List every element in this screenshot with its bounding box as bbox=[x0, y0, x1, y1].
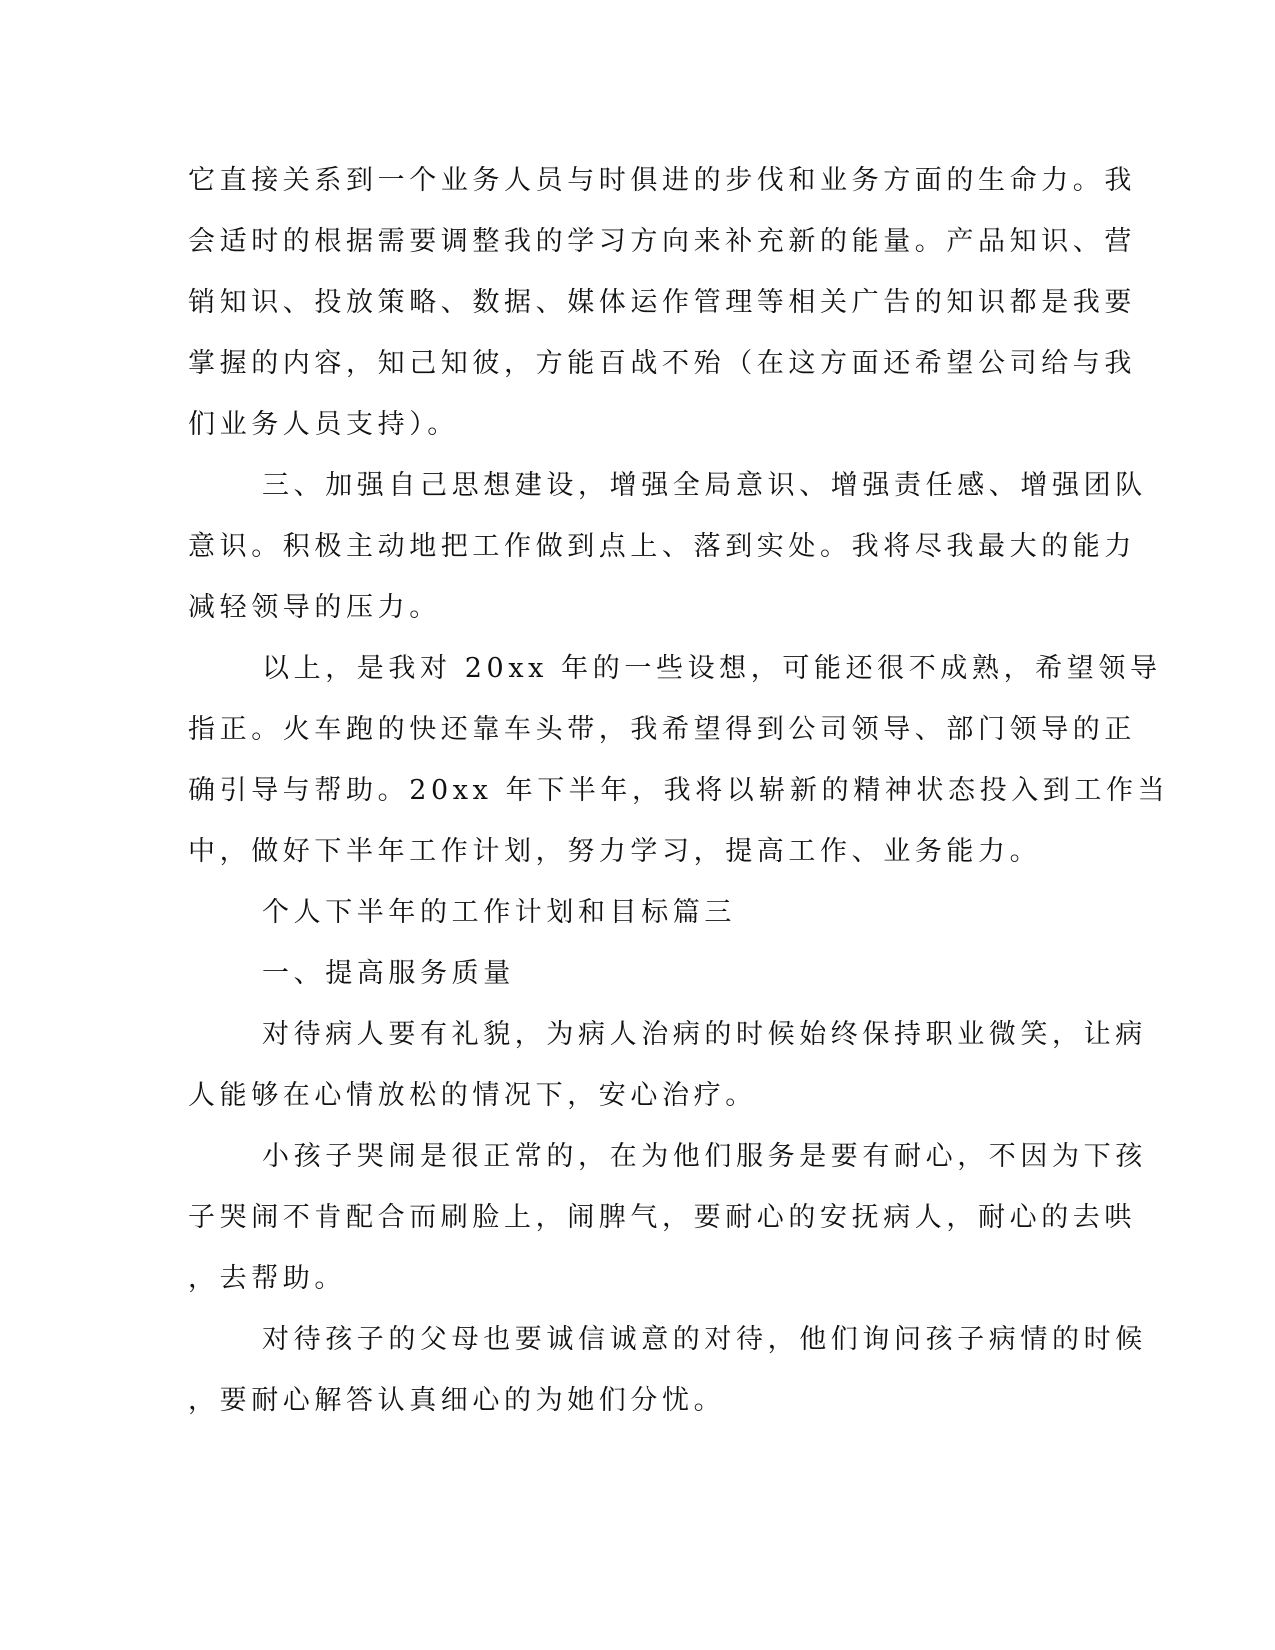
paragraph-start-line: 小孩子哭闹是很正常的，在为他们服务是要有耐心，不因为下孩 bbox=[262, 1141, 1147, 1172]
text-line: 意识。积极主动地把工作做到点上、落到实处。我将尽我最大的能力 bbox=[188, 531, 1136, 562]
text-line: 它直接关系到一个业务人员与时俱进的步伐和业务方面的生命力。我 bbox=[188, 165, 1136, 196]
text-line: 销知识、投放策略、数据、媒体运作管理等相关广告的知识都是我要 bbox=[188, 287, 1136, 318]
text-line: 掌握的内容，知己知彼，方能百战不殆（在这方面还希望公司给与我 bbox=[188, 348, 1136, 379]
section-heading: 个人下半年的工作计划和目标篇三 bbox=[262, 897, 736, 928]
text-line: ，要耐心解答认真细心的为她们分忧。 bbox=[188, 1385, 726, 1416]
text-line: 子哭闹不肯配合而刷脸上，闹脾气，要耐心的安抚病人，耐心的去哄 bbox=[188, 1202, 1136, 1233]
text-line: 人能够在心情放松的情况下，安心治疗。 bbox=[188, 1080, 757, 1111]
text-line: 们业务人员支持）。 bbox=[188, 409, 459, 440]
text-line: 确引导与帮助。20xx 年下半年，我将以崭新的精神状态投入到工作当 bbox=[188, 775, 1170, 806]
paragraph-start-line: 对待孩子的父母也要诚信诚意的对待，他们询问孩子病情的时候 bbox=[262, 1324, 1147, 1355]
text-line: ，去帮助。 bbox=[188, 1263, 346, 1294]
paragraph-start-line: 三、加强自己思想建设，增强全局意识、增强责任感、增强团队 bbox=[262, 470, 1147, 501]
text-line: 指正。火车跑的快还靠车头带，我希望得到公司领导、部门领导的正 bbox=[188, 714, 1136, 745]
subsection-heading: 一、提高服务质量 bbox=[262, 958, 515, 989]
text-line: 中，做好下半年工作计划，努力学习，提高工作、业务能力。 bbox=[188, 836, 1042, 867]
text-line: 减轻领导的压力。 bbox=[188, 592, 441, 623]
paragraph-start-line: 以上，是我对 20xx 年的一些设想，可能还很不成熟，希望领导 bbox=[262, 653, 1162, 684]
paragraph-start-line: 对待病人要有礼貌，为病人治病的时候始终保持职业微笑，让病 bbox=[262, 1019, 1147, 1050]
text-line: 会适时的根据需要调整我的学习方向来补充新的能量。产品知识、营 bbox=[188, 226, 1136, 257]
